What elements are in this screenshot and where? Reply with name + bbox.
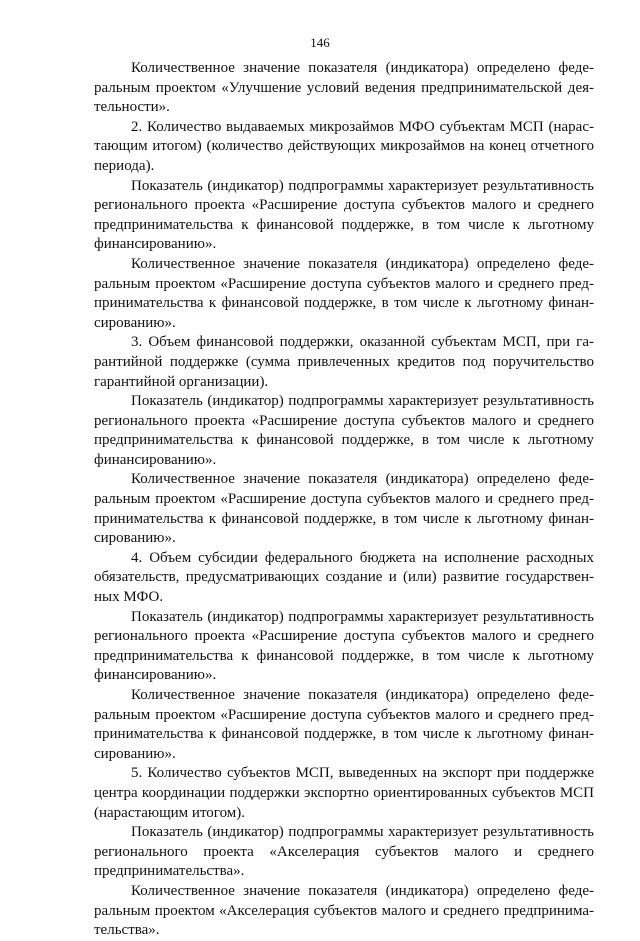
paragraph: Показатель (индикатор) подпрограммы характеризует результативность регионального проекта «Расширение доступа субъектов малого и среднего предпринимательства к финансовой поддержке, в том числе к льготному финансированию».	[94, 177, 594, 253]
document-body	[94, 59, 594, 941]
paragraph: 4. Объем субсидии федерального бюджета на исполнение расходных обязательств, предусматривающих создание и (или) развитие государственных МФО.	[94, 549, 594, 606]
paragraph: Количественное значение показателя (индикатора) определено федеральным проектом «Улучшение условий ведения предпринимательской деятельности».	[94, 60, 594, 116]
paragraph: Количественное значение показателя (индикатора) определено федеральным проектом «Акселерация субъектов малого и среднего предпринимательства».	[94, 882, 594, 939]
paragraph: 3. Объем финансовой поддержки, оказанной субъектам МСП, при гарантийной поддержке (сумма привлеченных кредитов под поручительство гарантийной организации).	[94, 334, 594, 390]
paragraph: Количественное значение показателя (индикатора) определено федеральным проектом «Расширение доступа субъектов малого и среднего предпринимательства к финансовой поддержке, в том числе к льготному финансированию».	[94, 687, 594, 762]
paragraph: Показатель (индикатор) подпрограммы характеризует результативность регионального проекта «Расширение доступа субъектов малого и среднего предпринимательства к финансовой поддержке, в том числе к льготному финансированию».	[94, 608, 594, 684]
paragraph: 5. Количество субъектов МСП, выведенных на экспорт при поддержке центра координации поддержки экспортно ориентированных субъектов МСП (нарастающим итогом).	[94, 765, 594, 821]
paragraph: 2. Количество выдаваемых микрозаймов МФО субъектам МСП (нарастающим итогом) (количество действующих микрозаймов на конец отчетного периода).	[94, 118, 594, 174]
paragraph: Показатель (индикатор) подпрограммы характеризует результативность регионального проекта «Расширение доступа субъектов малого и среднего предпринимательства к финансовой поддержке, в том числе к льготному финансированию».	[94, 393, 594, 468]
page-number: 146	[310, 35, 330, 50]
paragraph: Количественное значение показателя (индикатора) определено федеральным проектом «Расширение доступа субъектов малого и среднего предпринимательства к финансовой поддержке, в том числе к льготному финансированию».	[94, 255, 594, 331]
paragraph: Количественное значение показателя (индикатора) определено федеральным проектом «Расширение доступа субъектов малого и среднего предпринимательства к финансовой поддержке, в том числе к льготному финансированию».	[94, 471, 594, 547]
paragraph: Показатель (индикатор) подпрограммы характеризует результативность регионального проекта «Акселерация субъектов малого и среднего предпринимательства».	[94, 824, 594, 880]
